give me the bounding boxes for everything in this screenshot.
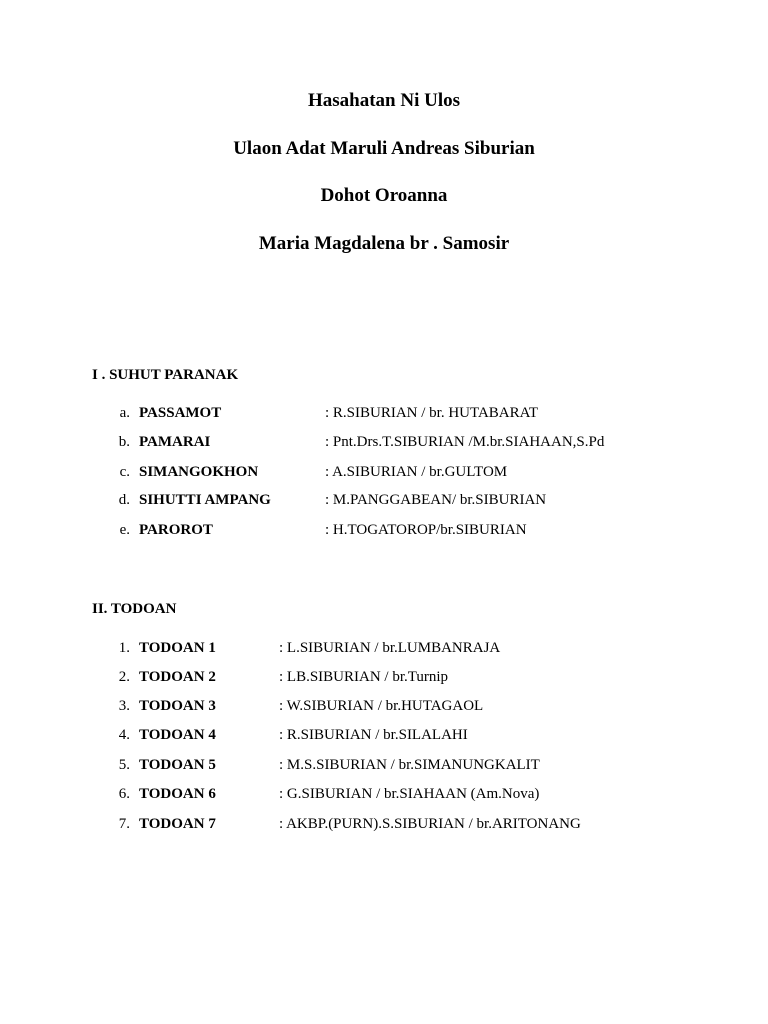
section-suhut-paranak-heading: I . SUHUT PARANAK — [92, 367, 239, 383]
list-marker: a. — [119, 405, 130, 421]
list-marker: c. — [119, 464, 130, 480]
role-value: : Pnt.Drs.T.SIBURIAN /M.br.SIAHAAN,S.Pd — [325, 434, 605, 450]
role-value: : R.SIBURIAN / br. HUTABARAT — [325, 405, 538, 421]
list-marker: e. — [119, 522, 130, 538]
role-label: PAROROT — [139, 522, 213, 538]
list-marker: d. — [118, 492, 130, 508]
role-label: SIMANGOKHON — [139, 464, 259, 480]
todoan-label: TODOAN 2 — [139, 669, 216, 685]
todoan-value: : W.SIBURIAN / br.HUTAGAOL — [279, 698, 484, 714]
couple-connector: Dohot Oroanna — [320, 185, 448, 206]
role-label: SIHUTTI AMPANG — [139, 492, 271, 508]
list-marker: 7. — [118, 816, 130, 832]
list-marker: 6. — [118, 786, 130, 802]
todoan-label: TODOAN 6 — [139, 786, 216, 802]
todoan-label: TODOAN 1 — [139, 640, 216, 656]
role-value: : A.SIBURIAN / br.GULTOM — [325, 464, 508, 480]
document-title: Hasahatan Ni Ulos — [307, 90, 461, 111]
todoan-value: : G.SIBURIAN / br.SIAHAAN (Am.Nova) — [279, 786, 540, 802]
bride-name: Maria Magdalena br . Samosir — [258, 233, 510, 254]
list-marker: 1. — [118, 640, 130, 656]
todoan-value: : R.SIBURIAN / br.SILALAHI — [279, 727, 468, 743]
list-marker: 3. — [118, 698, 130, 714]
todoan-value: : AKBP.(PURN).S.SIBURIAN / br.ARITONANG — [279, 816, 581, 832]
todoan-value: : M.S.SIBURIAN / br.SIMANUNGKALIT — [279, 757, 540, 773]
todoan-label: TODOAN 5 — [139, 757, 216, 773]
list-marker: 2. — [118, 669, 130, 685]
todoan-label: TODOAN 4 — [139, 727, 216, 743]
list-marker: 5. — [118, 757, 130, 773]
ceremony-title: Ulaon Adat Maruli Andreas Siburian — [233, 138, 535, 159]
todoan-label: TODOAN 3 — [139, 698, 216, 714]
section-todoan-heading: II. TODOAN — [92, 601, 177, 617]
list-marker: b. — [118, 434, 130, 450]
todoan-value: : L.SIBURIAN / br.LUMBANRAJA — [279, 640, 501, 656]
role-label: PASSAMOT — [139, 405, 222, 421]
list-marker: 4. — [118, 727, 130, 743]
role-label: PAMARAI — [139, 434, 211, 450]
todoan-value: : LB.SIBURIAN / br.Turnip — [279, 669, 449, 685]
todoan-label: TODOAN 7 — [139, 816, 216, 832]
role-value: : M.PANGGABEAN/ br.SIBURIAN — [325, 492, 547, 508]
role-value: : H.TOGATOROP/br.SIBURIAN — [325, 522, 527, 538]
